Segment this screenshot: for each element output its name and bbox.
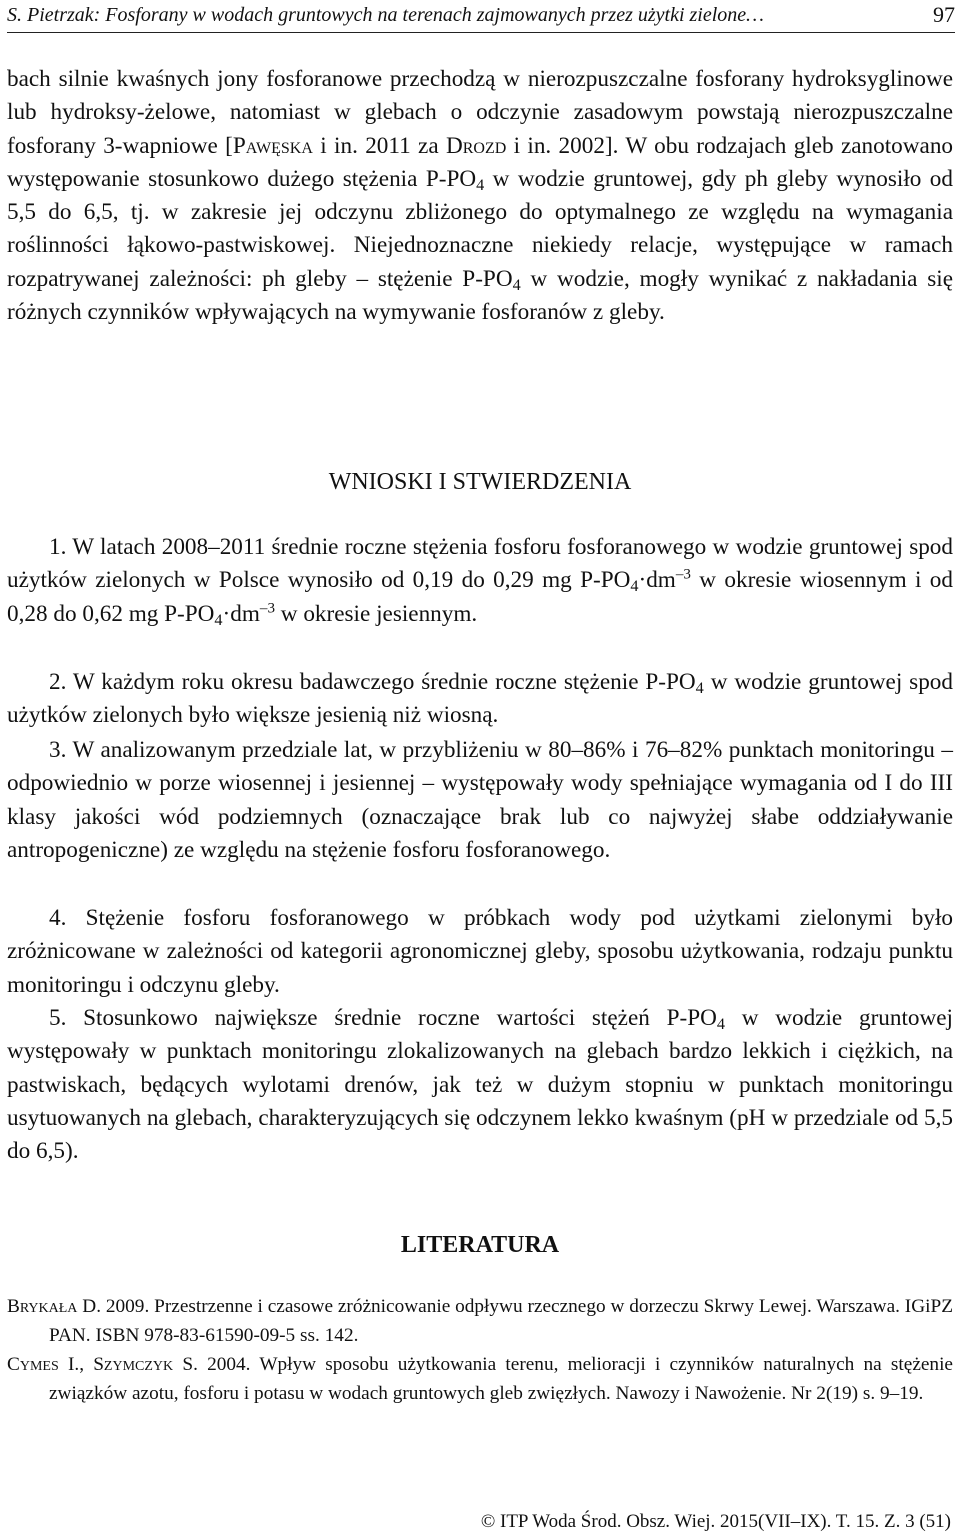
conclusion-text: w okresie jesiennym.: [274, 600, 478, 627]
subscript: 4: [695, 679, 704, 698]
conclusion-4: [7, 902, 953, 1002]
conclusion-text: 2. W każdym roku okresu badawczego średnie roczne stężenie P-PO: [49, 669, 696, 695]
intro-text: bach silnie kwaśnych jony fosforanowe przechodzą w nierozpuszczalne fosforany hydroksyglinowe lub hydroksy-żelowe, natomiast w glebach o odczynie zasadowym powstają nierozpuszczalne fosforany 3-wapniowe [: [7, 66, 953, 159]
reference-text: 2004. Wpływ sposobu użytkowania terenu, melioracji i czynników naturalnych na stężenie związków azotu, fosforu i potasu w wodach gruntowych gleb zwięzłych. Nawozy i Nawożenie. Nr 2(19) s. 9–19.: [49, 1354, 953, 1404]
citation-author: Pawęska: [232, 132, 313, 159]
conclusion-2: [7, 666, 953, 733]
conclusion-3: [7, 734, 953, 867]
intro-text: w wodzie, mogły wynikać z nakładania się różnych czynników wpływających na wymywanie fosforanów z gleby.: [7, 265, 953, 326]
journal-footer: © ITP Woda Środ. Obsz. Wiej. 2015(VII–IX). T. 15. Z. 3 (51): [480, 1511, 951, 1532]
reference-item: [7, 1351, 953, 1409]
conclusion-text: 4. Stężenie fosforu fosforanowego w próbkach wody pod użytkami zielonymi było zróżnicowane w zależności od kategorii agronomicznej gleby, sposobu użytkowania, rodzaju punktu monitoringu i odczynu gleby.: [7, 905, 953, 998]
intro-text: w wodzie gruntowej, gdy ph gleby wynosiło od 5,5 do 6,5, tj. w zakresie jej odczynu zbliżonego do optymalnego ze względu na wymagania roślinności łąkowo-pastwiskowej. Niejednoznaczne niekiedy relacje, występujące w ramach rozpatrywanej zależności: ph gleby – stężenie P-PO: [7, 165, 953, 292]
citation-author: Drozd: [445, 132, 507, 159]
conclusion-text: ·dm: [222, 600, 260, 627]
reference-item: [7, 1293, 953, 1351]
superscript: –3: [675, 567, 691, 584]
subscript: 4: [476, 175, 485, 194]
conclusion-text: w okresie wiosennym i od 0,28 do 0,62 mg P-PO: [7, 567, 953, 627]
conclusion-text: 1. W latach 2008–2011 średnie roczne stężenia fosforu fosforanowego w wodzie gruntowej spod użytków zielonych w Polsce wynosiło od 0,19 do 0,29 mg P-PO: [7, 534, 953, 594]
reference-authors: Cymes I., Szymczyk S.: [7, 1354, 198, 1375]
conclusion-text: 3. W analizowanym przedziale lat, w przybliżeniu w 80–86% i 76–82% punktach monitoringu – odpowiednio w porze wiosennej i jesiennej – występowały wody spełniające wymagania od I do III klasy jakości wód podziemnych (oznaczające brak lub co najwyżej słabe oddziaływanie antropogeniczne) ze względu na stężenie fosforu fosforanowego.: [7, 737, 953, 863]
reference-authors: Brykała D.: [7, 1296, 102, 1317]
subscript: 4: [214, 610, 223, 629]
running-header-title: S. Pietrzak: Fosforany w wodach gruntowych na terenach zajmowanych przez użytki zielone…: [7, 4, 764, 26]
subscript: 4: [512, 275, 521, 294]
literature-heading: LITERATURA: [400, 1232, 560, 1258]
conclusion-5: [7, 1002, 953, 1168]
page-number: 97: [933, 2, 955, 27]
running-header: [7, 2, 955, 33]
conclusion-1: [7, 531, 953, 631]
subscript: 4: [630, 577, 639, 596]
intro-text: i in. 2011 za: [312, 132, 446, 159]
conclusion-text: 5. Stosunkowo największe średnie roczne wartości stężeń P-PO: [49, 1005, 717, 1031]
intro-text: i in. 2002]. W obu rodzajach gleb zanotowano występowanie stosunkowo dużego stężenia P-PO: [7, 132, 954, 192]
intro-paragraph: [7, 63, 953, 329]
reference-text: 2009. Przestrzenne i czasowe zróżnicowanie odpływu rzecznego w dorzeczu Skrwy Lewej. Warszawa. IGiPZ PAN. ISBN 978-83-61590-09-5 ss. 142.: [49, 1296, 954, 1346]
conclusion-text: w wodzie gruntowej spod użytków zielonych było większe jesienią niż wiosną.: [7, 669, 953, 729]
conclusion-text: w wodzie gruntowej występowały w punktach monitoringu zlokalizowanych na glebach bardzo lekkich i ciężkich, na pastwiskach, będących wylotami drenów, jak też w dużym stopniu w punktach monitoringu usytuowanych na glebach, charakteryzujących się odczynem lekko kwaśnym (pH w przedziale od 5,5 do 6,5).: [7, 1005, 953, 1165]
superscript: –3: [259, 600, 275, 617]
conclusions-heading: WNIOSKI I STWIERDZENIA: [328, 469, 632, 495]
conclusion-text: ·dm: [638, 567, 676, 594]
subscript: 4: [716, 1015, 725, 1034]
